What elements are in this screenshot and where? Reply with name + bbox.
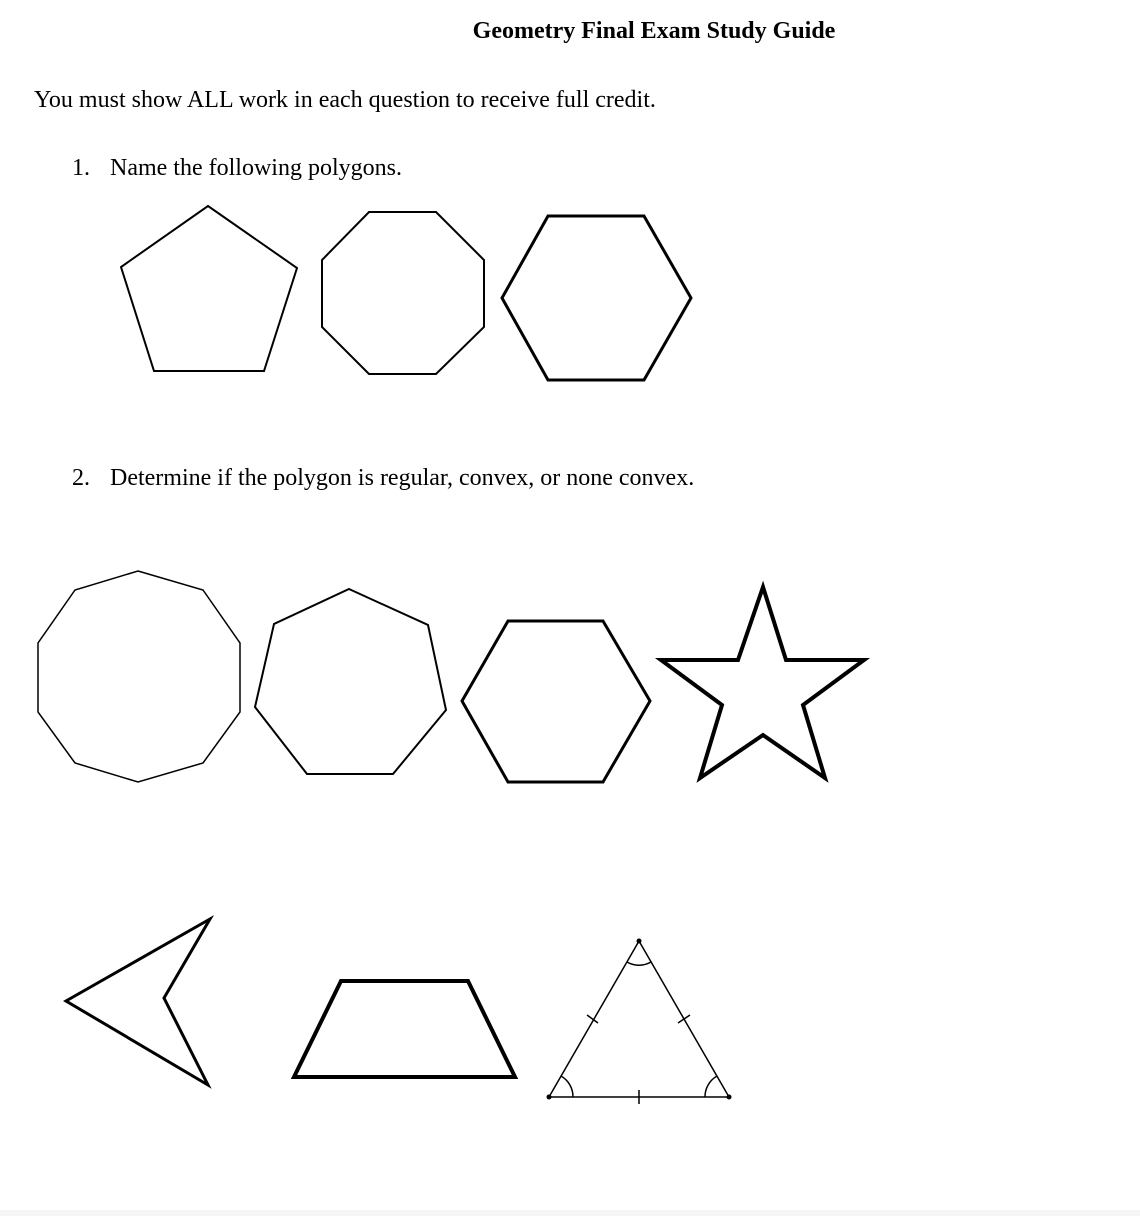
question-1-number: 1. — [72, 155, 90, 181]
triangle-vertex-right — [727, 1095, 732, 1100]
pentagon-shape — [121, 206, 297, 371]
heptagon-shape — [255, 589, 446, 774]
decagon-shape — [38, 571, 240, 782]
triangle-vertex-left — [547, 1095, 552, 1100]
hexagon-shape-q1 — [502, 216, 691, 380]
document-title: Geometry Final Exam Study Guide — [472, 18, 836, 44]
hexagon-shape-q2 — [462, 621, 650, 782]
angle-arc-right — [705, 1076, 717, 1097]
instructions-text: You must show ALL work in each question to receive full credit. — [34, 87, 656, 113]
octagon-shape — [322, 212, 484, 374]
triangle-vertex-top — [637, 939, 642, 944]
angle-arc-left — [561, 1076, 573, 1097]
question-2-number: 2. — [72, 465, 90, 491]
tick-mark-right-side — [678, 1015, 690, 1023]
star-shape — [661, 587, 864, 778]
angle-arc-top — [627, 962, 651, 965]
concave-arrowhead-shape — [66, 919, 210, 1085]
page-bottom-edge — [0, 1210, 1140, 1216]
equilateral-triangle-shape — [549, 941, 729, 1097]
question-1-text: Name the following polygons. — [110, 155, 402, 181]
trapezoid-shape — [294, 981, 515, 1077]
question-2-text: Determine if the polygon is regular, convex, or none convex. — [110, 465, 695, 491]
equilateral-triangle-with-marks — [547, 939, 732, 1105]
